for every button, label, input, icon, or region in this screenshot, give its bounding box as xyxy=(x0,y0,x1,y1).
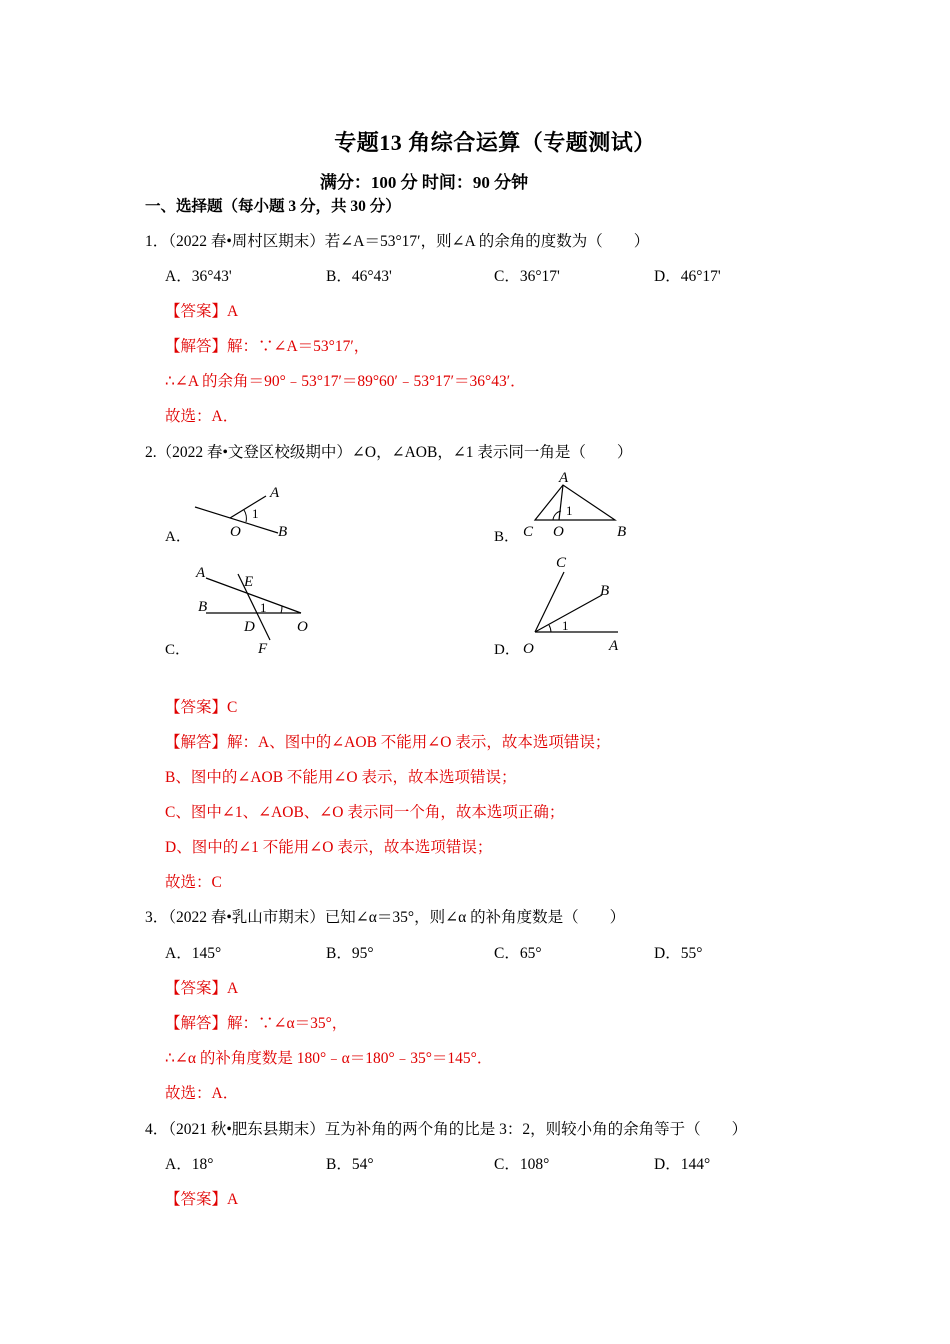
fig-d-label-a: A xyxy=(609,638,619,654)
fig-d-label-1: 1 xyxy=(562,618,569,633)
fig-a-label-1: 1 xyxy=(252,506,259,521)
q2-answer: 【答案】C xyxy=(165,699,238,716)
section-heading: 一、选择题（每小题 3 分，共 30 分） xyxy=(145,198,401,215)
q2-solution-line: B、图中的∠AOB 不能用∠O 表示，故本选项错误； xyxy=(165,769,517,786)
q3-option-b: B．95° xyxy=(326,945,374,962)
q1-stem: 1．（2022 春•周村区期末）若∠A＝53°17′，则∠A 的余角的度数为（ ） xyxy=(145,233,650,250)
q1-solution-line: ∴∠A 的余角＝90°﹣53°17′＝89°60′﹣53°17′＝36°43′． xyxy=(165,373,526,390)
page-title: 专题13 角综合运算（专题测试） xyxy=(334,130,656,155)
q2-solution-line: D、图中的∠1 不能用∠O 表示，故本选项错误； xyxy=(165,839,493,856)
q2-option-a-label: A． xyxy=(165,529,191,545)
fig-b-label-b: B xyxy=(617,524,627,540)
q2-solution-line: 故选：C xyxy=(165,874,222,891)
fig-a-label-b: B xyxy=(278,524,288,540)
q2-option-c-label: C． xyxy=(165,642,191,658)
q1-option-b: B．46°43' xyxy=(326,268,392,285)
fig-b-label-1: 1 xyxy=(566,503,573,518)
q4-option-d: D．144° xyxy=(654,1156,711,1173)
q3-answer: 【答案】A xyxy=(165,980,239,997)
fig-c-label-b: B xyxy=(198,599,208,615)
fig-c-label-1: 1 xyxy=(260,600,267,615)
q4-stem: 4．（2021 秋•肥东县期末）互为补角的两个角的比是 3：2，则较小角的余角等于（ ） xyxy=(145,1121,748,1138)
q1-option-c: C．36°17' xyxy=(494,268,560,285)
fig-b-label-c: C xyxy=(523,524,534,540)
q2-solution-line: C、图中∠1、∠AOB、∠O 表示同一个角，故本选项正确； xyxy=(165,804,565,821)
q3-option-c: C．65° xyxy=(494,945,542,962)
fig-b-label-o: O xyxy=(553,524,564,540)
fig-a-label-a: A xyxy=(270,485,280,501)
q4-option-b: B．54° xyxy=(326,1156,374,1173)
q3-solution-line: ∴∠α 的补角度数是 180°﹣α＝180°﹣35°＝145°． xyxy=(165,1050,493,1067)
q1-solution-line: 【解答】解：∵∠A＝53°17′， xyxy=(165,338,370,355)
fig-d-label-b: B xyxy=(600,583,610,599)
q2-figure-d xyxy=(515,550,635,660)
fig-c-label-o: O xyxy=(297,619,308,635)
q3-option-a: A．145° xyxy=(165,945,222,962)
q2-figure-c xyxy=(190,560,320,660)
q2-solution-line: 【解答】解：A、图中的∠AOB 不能用∠O 表示，故本选项错误； xyxy=(165,734,611,751)
q1-solution-line: 故选：A． xyxy=(165,408,239,425)
q3-solution-line: 故选：A． xyxy=(165,1085,239,1102)
q2-stem: 2.（2022 春•文登区校级期中）∠O，∠AOB，∠1 表示同一角是（ ） xyxy=(145,444,633,461)
fig-b-label-a: A xyxy=(559,470,569,486)
fig-d-label-o: O xyxy=(523,641,534,657)
q1-option-d: D．46°17' xyxy=(654,268,721,285)
q3-option-d: D．55° xyxy=(654,945,703,962)
fig-d-label-c: C xyxy=(556,555,567,571)
q4-option-c: C．108° xyxy=(494,1156,550,1173)
q1-option-a: A．36°43' xyxy=(165,268,232,285)
q2-option-b-label: B． xyxy=(494,529,520,545)
q2-figure-a xyxy=(190,478,300,540)
fig-c-label-a: A xyxy=(196,565,206,581)
fig-c-label-d: D xyxy=(244,619,255,635)
fig-c-label-f: F xyxy=(258,641,268,657)
q2-figure-b xyxy=(515,465,635,545)
q4-answer: 【答案】A xyxy=(165,1191,239,1208)
q3-solution-line: 【解答】解：∵∠α＝35°， xyxy=(165,1015,348,1032)
q4-option-a: A．18° xyxy=(165,1156,214,1173)
q3-stem: 3．（2022 春•乳山市期末）已知∠α＝35°，则∠α 的补角度数是（ ） xyxy=(145,909,626,926)
q1-answer: 【答案】A xyxy=(165,303,239,320)
q2-option-d-label: D． xyxy=(494,642,520,658)
score-time: 满分：100 分 时间：90 分钟 xyxy=(319,173,529,192)
fig-c-label-e: E xyxy=(244,574,254,590)
fig-a-label-o: O xyxy=(230,524,241,540)
